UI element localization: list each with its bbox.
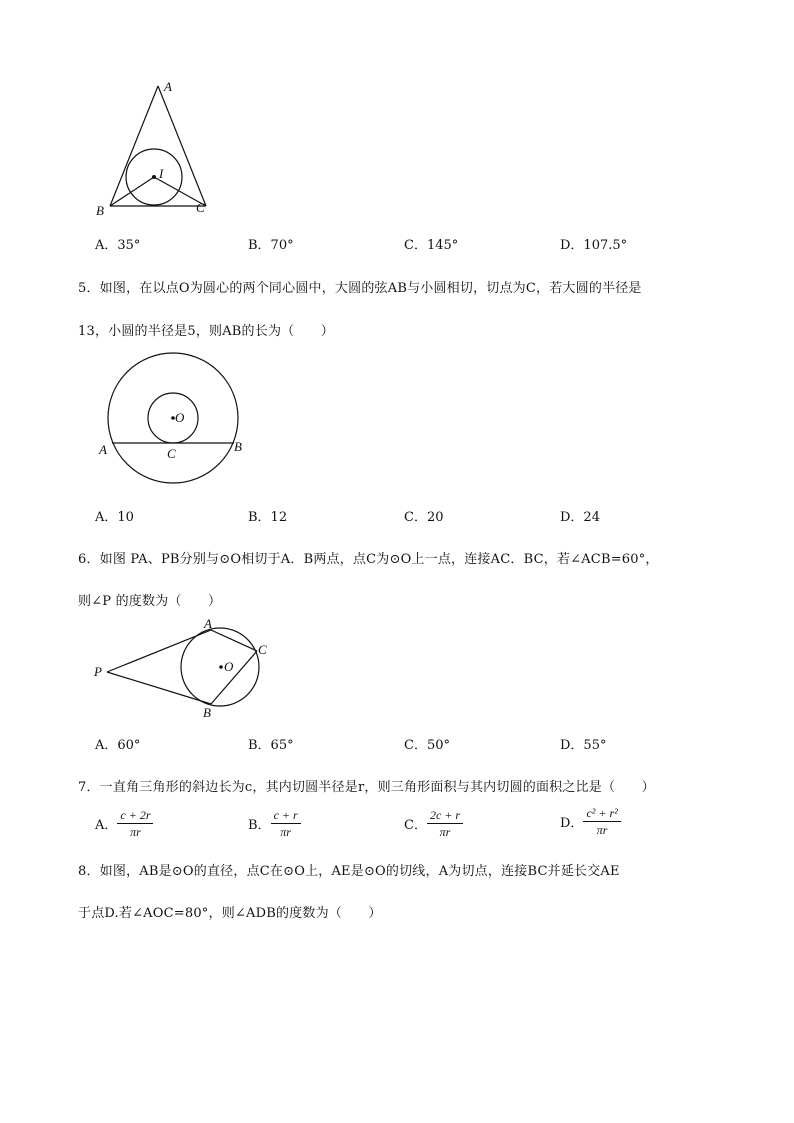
q7-option-a-fraction xyxy=(117,808,153,839)
label-o: O xyxy=(175,410,185,425)
side-ac xyxy=(158,86,206,206)
label-p: P xyxy=(94,664,102,679)
label-c: C xyxy=(167,446,176,461)
denominator: πr xyxy=(596,823,608,837)
q7-option-c-label: C． xyxy=(404,818,427,833)
q7-option-d xyxy=(560,806,621,837)
q4-triangle-figure xyxy=(88,76,228,221)
q6-tangent-circle-figure xyxy=(90,614,280,724)
q7-option-b xyxy=(248,808,301,839)
numerator: c + 2r xyxy=(117,808,153,824)
label-b: B xyxy=(96,203,104,218)
label-a: A xyxy=(99,442,107,457)
q6-stem-line1: 6．如图 PA、PB分别与⊙O相切于A．B两点，点C为⊙O上一点，连接AC．BC，若∠ACB=60°， xyxy=(78,552,659,567)
q5-option-a: A．10 xyxy=(95,510,134,525)
q5-option-d: D．24 xyxy=(560,510,600,525)
q7-option-b-fraction xyxy=(271,808,301,839)
side-ab xyxy=(110,86,158,206)
center-dot xyxy=(219,665,223,669)
q7-option-b-label: B． xyxy=(248,818,271,833)
denominator: πr xyxy=(439,825,451,839)
q4-option-c: C．145° xyxy=(404,238,459,253)
q4-option-b: B．70° xyxy=(248,238,294,253)
label-a: A xyxy=(204,616,212,631)
denominator: πr xyxy=(130,825,141,839)
label-b: B xyxy=(234,439,242,454)
label-c: C xyxy=(258,642,267,657)
denominator: πr xyxy=(280,825,291,839)
q7-option-d-fraction xyxy=(583,806,620,837)
numerator: c² + r² xyxy=(583,806,620,822)
q4-option-d: D．107.5° xyxy=(560,238,628,253)
chord-ac xyxy=(211,630,257,651)
label-o: O xyxy=(224,659,234,674)
q7-option-c-fraction xyxy=(427,808,463,839)
q5-option-c: C．20 xyxy=(404,510,444,525)
numerator: 2c + r xyxy=(427,808,463,824)
q6-option-a: A．60° xyxy=(95,738,141,753)
q7-option-c xyxy=(404,808,463,839)
q7-stem-line1: 7．一直角三角形的斜边长为c，其内切圆半径是r，则三角形面积与其内切圆的面积之比是（ ） xyxy=(78,780,655,795)
label-c: C xyxy=(196,200,205,215)
q6-stem-line2: 则∠P 的度数为（ ） xyxy=(78,594,222,609)
q7-option-d-label: D． xyxy=(560,816,584,831)
tangent-pb xyxy=(107,672,211,704)
q4-option-a: A．35° xyxy=(95,238,141,253)
numerator: c + r xyxy=(271,808,301,824)
q5-option-b: B．12 xyxy=(248,510,288,525)
tangent-pa xyxy=(107,630,211,672)
q6-option-c: C．50° xyxy=(404,738,450,753)
label-a: A xyxy=(164,79,172,94)
q6-option-d: D．55° xyxy=(560,738,607,753)
q5-stem-line2: 13，小圆的半径是5，则AB的长为（ ） xyxy=(78,324,334,339)
q5-stem-line1: 5．如图，在以点O为圆心的两个同心圆中，大圆的弦AB与小圆相切，切点为C，若大圆的半径是 xyxy=(78,281,642,296)
q6-option-b: B．65° xyxy=(248,738,294,753)
q5-concentric-circles-figure xyxy=(90,350,255,500)
label-b: B xyxy=(203,705,211,720)
segment-bi xyxy=(110,177,154,206)
q8-stem-line2: 于点D.若∠AOC=80°，则∠ADB的度数为（ ） xyxy=(78,906,382,921)
incenter-dot xyxy=(152,175,156,179)
label-i: I xyxy=(159,166,164,181)
q8-stem-line1: 8．如图，AB是⊙O的直径，点C在⊙O上，AE是⊙O的切线，A为切点，连接BC并延长交AE xyxy=(78,864,620,879)
chord-bc xyxy=(211,651,257,704)
q7-option-a-label: A． xyxy=(95,818,118,833)
q7-option-a xyxy=(95,808,153,839)
